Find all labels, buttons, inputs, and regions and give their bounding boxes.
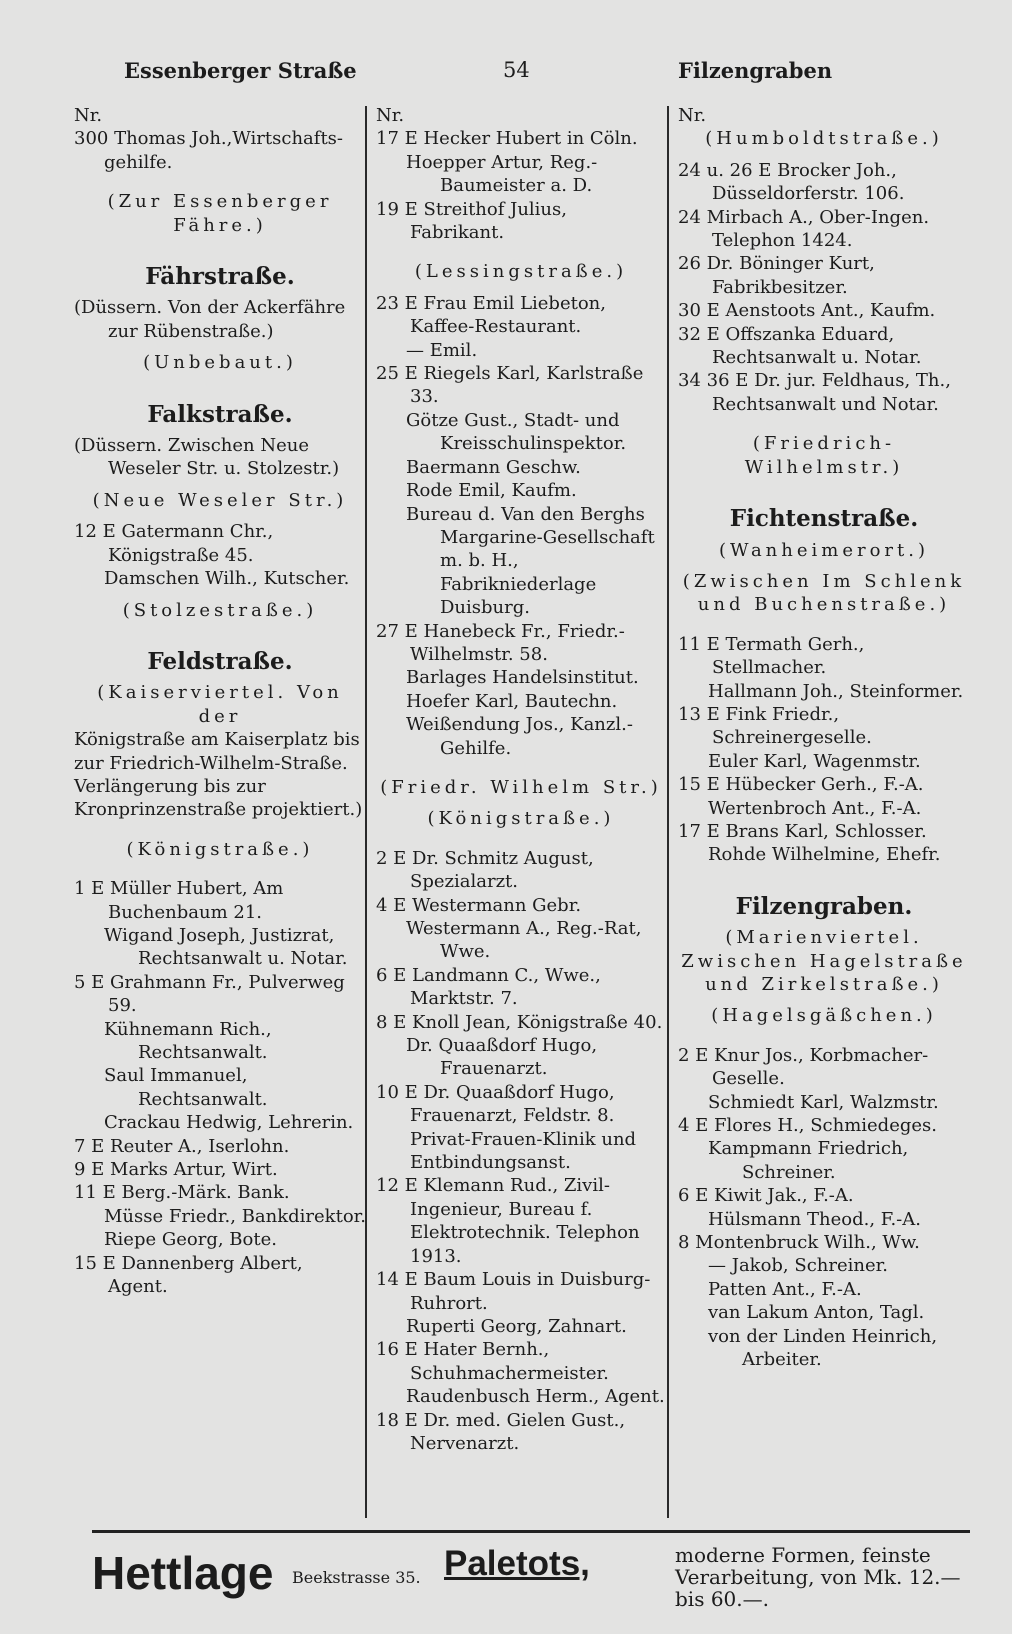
spacer bbox=[678, 151, 970, 159]
spacer bbox=[376, 799, 666, 807]
address-entry: 32 E Offszanka Eduard, Rechtsanwalt u. Notar. bbox=[678, 323, 922, 369]
resident-entry: Westermann A., Reg.-Rat, Wwe. bbox=[406, 918, 642, 963]
resident-entry: Hoefer Karl, Bautechn. bbox=[406, 690, 618, 712]
resident-entry: Barlages Handelsinstitut. bbox=[406, 667, 639, 689]
street-note: (Friedr. Wilhelm Str.) bbox=[380, 776, 662, 798]
resident-entry: Patten Ant., F.-A. bbox=[708, 1278, 862, 1300]
street-note: (Stolzestraße.) bbox=[122, 599, 318, 621]
street-heading: Feldstraße. bbox=[147, 647, 293, 675]
resident-entry: von der Linden Heinrich, Arbeiter. bbox=[708, 1325, 938, 1371]
spacer bbox=[74, 512, 366, 520]
address-entry: 11 E Berg.-Märk. Bank. bbox=[74, 1182, 290, 1204]
column-1 bbox=[74, 104, 366, 1298]
plain-line: Nr. bbox=[74, 105, 103, 126]
address-entry: 34 36 E Dr. jur. Feldhaus, Th., Rechtsanwalt und Notar. bbox=[678, 370, 951, 415]
plain-line: Königstraße am Kaiserplatz bis zur Friedrich-Wilhelm-Straße. Verlängerung bis zur Kronprinzenstraße projektiert.) bbox=[74, 729, 363, 821]
column-2 bbox=[376, 104, 666, 1455]
resident-entry: Riepe Georg, Bote. bbox=[104, 1229, 277, 1251]
street-note: (Hagelsgäßchen.) bbox=[711, 1005, 937, 1027]
spacer bbox=[678, 996, 970, 1004]
ad-brand: Hettlage bbox=[92, 1547, 274, 1599]
resident-entry: Müsse Friedr., Bankdirektor. bbox=[104, 1205, 367, 1227]
address-entry: 26 Dr. Böninger Kurt, Fabrikbesitzer. bbox=[678, 253, 875, 298]
address-entry: (Düssern. Von der Ackerfähre zur Rübenstraße.) bbox=[74, 297, 346, 342]
street-note: (Königstraße.) bbox=[126, 838, 314, 860]
resident-entry: Rohde Wilhelmine, Ehefr. bbox=[708, 844, 941, 866]
street-note: (Lessingstraße.) bbox=[414, 261, 628, 283]
address-entry: 2 E Dr. Schmitz August, Spezialarzt. bbox=[376, 847, 594, 893]
street-note: (Zur Essenberger bbox=[107, 191, 333, 213]
ad-text: moderne Formen, feinste Verarbeitung, von Mk. 12.— bis 60.—. bbox=[675, 1543, 961, 1611]
address-entry: 12 E Gatermann Chr., Königstraße 45. bbox=[74, 521, 274, 566]
page-number: 54 bbox=[503, 58, 530, 82]
resident-entry: Euler Karl, Wagenmstr. bbox=[708, 750, 921, 772]
resident-entry: Schmiedt Karl, Walzmstr. bbox=[708, 1091, 939, 1113]
address-entry: 11 E Termath Gerh., Stellmacher. bbox=[678, 633, 865, 679]
address-entry: 2 E Knur Jos., Korbmacher-Geselle. bbox=[678, 1044, 929, 1090]
address-entry: 10 E Dr. Quaaßdorf Hugo, Frauenarzt, Feldstr. 8. Privat-Frauen-Klinik und Entbindungsanst. bbox=[376, 1081, 637, 1174]
address-entry: 1 E Müller Hubert, Am Buchenbaum 21. bbox=[74, 878, 284, 923]
resident-entry: Hallmann Joh., Steinformer. bbox=[708, 680, 964, 702]
resident-entry: gehilfe. bbox=[104, 151, 173, 173]
street-note: Fähre.) bbox=[173, 214, 267, 236]
spacer bbox=[74, 822, 366, 838]
address-entry: 18 E Dr. med. Gielen Gust., Nervenarzt. bbox=[376, 1409, 626, 1454]
resident-entry: Damschen Wilh., Kutscher. bbox=[104, 568, 350, 590]
spacer bbox=[678, 562, 970, 570]
spacer bbox=[74, 481, 366, 489]
resident-entry: Wertenbroch Ant., F.-A. bbox=[708, 797, 922, 819]
street-note: (Marienviertel. Zwischen Hagelstraße und Zirkelstraße.) bbox=[681, 927, 967, 995]
address-entry: 17 E Brans Karl, Schlosser. bbox=[678, 820, 927, 842]
resident-entry: — Emil. bbox=[406, 339, 478, 361]
resident-entry: van Lakum Anton, Tagl. bbox=[708, 1302, 925, 1324]
spacer bbox=[74, 622, 366, 650]
address-entry: (Düssern. Zwischen Neue Weseler Str. u. Stolzestr.) bbox=[74, 435, 340, 480]
address-entry: 6 E Kiwit Jak., F.-A. bbox=[678, 1185, 854, 1207]
resident-entry: Kampmann Friedrich, Schreiner. bbox=[708, 1138, 909, 1183]
address-entry: 16 E Hater Bernh., Schuhmachermeister. bbox=[376, 1339, 609, 1384]
header-left-street: Essenberger Straße bbox=[124, 58, 357, 83]
resident-entry: Raudenbusch Herm., Agent. bbox=[406, 1386, 665, 1408]
resident-entry: Weißendung Jos., Kanzl.-Gehilfe. bbox=[406, 714, 633, 759]
ad-divider bbox=[92, 1530, 970, 1533]
resident-entry: Baermann Geschw. bbox=[406, 456, 581, 478]
street-note: (Kaiserviertel. Von der bbox=[97, 682, 343, 727]
spacer bbox=[376, 760, 666, 776]
street-note: (Friedrich-Wilhelmstr.) bbox=[744, 433, 904, 478]
street-heading: Falkstraße. bbox=[147, 400, 293, 428]
spacer bbox=[74, 591, 366, 599]
address-entry: 5 E Grahmann Fr., Pulverweg 59. bbox=[74, 971, 345, 1017]
address-entry: 27 E Hanebeck Fr., Friedr.-Wilhelmstr. 58. bbox=[376, 620, 625, 665]
resident-entry: Bureau d. Van den Berghs Margarine-Gesellschaft m. b. H., Fabrikniederlage Duisburg. bbox=[406, 503, 655, 619]
street-heading: Fichtenstraße. bbox=[729, 505, 919, 533]
address-entry: 7 E Reuter A., Iserlohn. bbox=[74, 1135, 290, 1157]
street-heading: Filzengraben. bbox=[735, 892, 913, 920]
spacer bbox=[678, 867, 970, 895]
address-entry: 4 E Flores H., Schmiedeges. bbox=[678, 1115, 937, 1137]
street-heading: Fährstraße. bbox=[145, 263, 295, 291]
street-note: (Neue Weseler Str.) bbox=[92, 489, 348, 511]
ad-address: Beekstrasse 35. bbox=[292, 1568, 421, 1587]
spacer bbox=[376, 244, 666, 260]
spacer bbox=[74, 343, 366, 351]
address-entry: 15 E Hübecker Gerh., F.-A. bbox=[678, 774, 924, 796]
resident-entry: Dr. Quaaßdorf Hugo, Frauenarzt. bbox=[406, 1035, 598, 1080]
address-entry: 17 E Hecker Hubert in Cöln. bbox=[376, 128, 638, 150]
resident-entry: Hülsmann Theod., F.-A. bbox=[708, 1208, 921, 1230]
spacer bbox=[678, 617, 970, 633]
resident-entry: Götze Gust., Stadt- und Kreisschulinspektor. bbox=[406, 409, 627, 455]
spacer bbox=[678, 416, 970, 432]
spacer bbox=[678, 479, 970, 507]
street-note: (Zwischen Im Schlenk und Buchenstraße.) bbox=[682, 570, 966, 616]
resident-entry: Rode Emil, Kaufm. bbox=[406, 480, 577, 502]
address-entry: 23 E Frau Emil Liebeton, Kaffee-Restaurant. bbox=[376, 292, 606, 338]
address-entry: 13 E Fink Friedr., Schreinergeselle. bbox=[678, 703, 872, 749]
resident-entry: Crackau Hedwig, Lehrerin. bbox=[104, 1112, 354, 1134]
column-3 bbox=[678, 104, 970, 1372]
address-entry: 19 E Streithof Julius, Fabrikant. bbox=[376, 198, 567, 244]
street-note: (Königstraße.) bbox=[427, 808, 615, 830]
resident-entry: Hoepper Artur, Reg.-Baumeister a. D. bbox=[406, 151, 598, 197]
address-entry: 8 Montenbruck Wilh., Ww. bbox=[678, 1232, 920, 1254]
address-entry: 24 Mirbach A., Ober-Ingen. Telephon 1424. bbox=[678, 206, 930, 252]
header-right-street: Filzengraben bbox=[678, 58, 833, 83]
plain-line: Nr. bbox=[376, 105, 405, 126]
street-note: (Humboldtstraße.) bbox=[705, 128, 943, 150]
street-note: (Unbebaut.) bbox=[143, 352, 297, 374]
address-entry: 4 E Westermann Gebr. bbox=[376, 894, 582, 916]
spacer bbox=[74, 174, 366, 190]
address-entry: 14 E Baum Louis in Duisburg-Ruhrort. bbox=[376, 1269, 651, 1314]
spacer bbox=[376, 284, 666, 292]
spacer bbox=[74, 861, 366, 877]
address-entry: 6 E Landmann C., Wwe., Marktstr. 7. bbox=[376, 964, 601, 1010]
spacer bbox=[376, 831, 666, 847]
address-entry: 24 u. 26 E Brocker Joh., Düsseldorferstr. 106. bbox=[678, 159, 905, 205]
resident-entry: Ruperti Georg, Zahnart. bbox=[406, 1315, 627, 1337]
advertisement bbox=[92, 1540, 970, 1610]
resident-entry: — Jakob, Schreiner. bbox=[708, 1255, 888, 1277]
address-entry: 30 E Aenstoots Ant., Kaufm. bbox=[678, 300, 936, 322]
spacer bbox=[74, 375, 366, 403]
resident-entry: Saul Immanuel, Rechtsanwalt. bbox=[104, 1065, 268, 1110]
resident-entry: Wigand Joseph, Justizrat, Rechtsanwalt u. Notar. bbox=[104, 924, 348, 970]
address-entry: 9 E Marks Artur, Wirt. bbox=[74, 1159, 278, 1181]
resident-entry: Kühnemann Rich., Rechtsanwalt. bbox=[104, 1018, 272, 1063]
column-divider bbox=[667, 106, 669, 1518]
address-entry: 15 E Dannenberg Albert, Agent. bbox=[74, 1252, 303, 1298]
street-note: (Wanheimerort.) bbox=[718, 539, 930, 561]
address-entry: 25 E Riegels Karl, Karlstraße 33. bbox=[376, 363, 644, 408]
address-entry: 12 E Klemann Rud., Zivil-Ingenieur, Bureau f. Elektrotechnik. Telephon 1913. bbox=[376, 1175, 640, 1267]
spacer bbox=[678, 1028, 970, 1044]
address-entry: 8 E Knoll Jean, Königstraße 40. bbox=[376, 1011, 663, 1033]
spacer bbox=[74, 237, 366, 265]
plain-line: Nr. bbox=[678, 105, 707, 126]
ad-product: Paletots, bbox=[444, 1544, 590, 1583]
plain-line: 300 Thomas Joh.,Wirtschafts- bbox=[74, 128, 343, 150]
